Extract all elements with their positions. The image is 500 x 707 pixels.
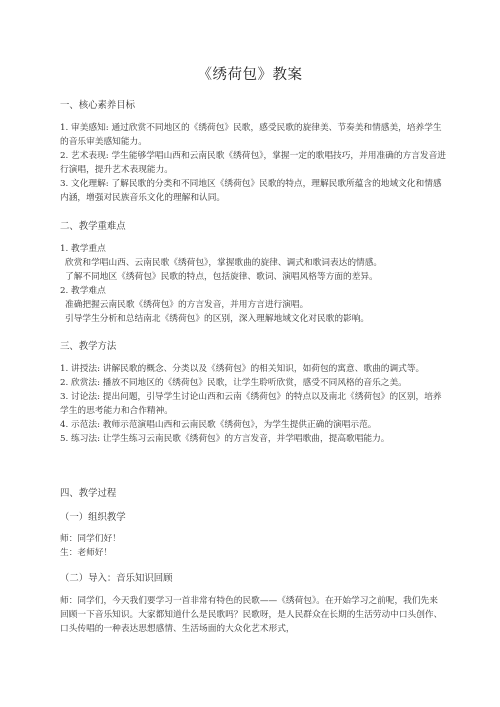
goal-item: 2. 艺术表现: 学生能够学唱山西和云南民歌《绣荷包》，掌握一定的歌唱技巧，并用准确的方言发音进行演唱，提升艺术表现能力。 <box>60 151 446 175</box>
methods-list <box>60 362 446 446</box>
subheading-intro: （二）导入：音乐知识回顾 <box>60 573 173 584</box>
dialog-line: 师：同学们好！ <box>60 534 121 544</box>
difficulty-label: 2. 教学难点 <box>60 286 106 296</box>
goals-list <box>60 121 446 205</box>
section-heading-goals: 一、核心素养目标 <box>60 100 136 111</box>
method-item: 4. 示范法: 教师示范演唱山西和云南民歌《绣荷包》，为学生提供正确的演唱示范。 <box>60 420 377 430</box>
paragraph-text: 师：同学们，今天我们要学习一首非常有特色的民歌——《绣荷包》。在开始学习之前呢，我们先来回顾一下音乐知识。大家都知道什么是民歌吗？民歌呀，是人民群众在长期的生活劳动中口头创作、口头传唱的一种表达思想感情、生活场面的大众化艺术形式， <box>60 596 443 634</box>
page-title: 《绣荷包》教案 <box>197 67 303 83</box>
section-heading-key-points: 二、教学重难点 <box>60 221 126 232</box>
key-points-block <box>60 242 446 326</box>
difficulty-item: 引导学生分析和总结南北《绣荷包》的区别，深入理解地域文化对民歌的影响。 <box>65 314 370 324</box>
intro-paragraph <box>60 594 446 636</box>
key-label: 1. 教学重点 <box>60 244 106 254</box>
goal-item: 1. 审美感知: 通过欣赏不同地区的《绣荷包》民歌，感受民歌的旋律美、节奏美和情感美，培养学生的音乐审美感知能力。 <box>60 123 442 147</box>
subheading-organize: （一）组织教学 <box>60 512 126 523</box>
difficulty-item: 准确把握云南民歌《绣荷包》的方言发音，并用方言进行演唱。 <box>65 300 309 310</box>
section-heading-methods: 三、教学方法 <box>60 341 117 352</box>
goal-item: 3. 文化理解: 了解民歌的分类和不同地区《绣荷包》民歌的特点，理解民歌所蕴含的地域文化和情感内涵，增强对民族音乐文化的理解和认同。 <box>60 179 442 203</box>
key-item: 了解不同地区《绣荷包》民歌的特点，包括旋律、歌词、演唱风格等方面的差异。 <box>65 272 378 282</box>
dialog-line: 生：老师好！ <box>60 548 113 558</box>
method-item: 3. 讨论法: 提出问题，引导学生讨论山西和云南《绣荷包》的特点以及南北《绣荷包》的区别，培养学生的思考能力和合作精神。 <box>60 392 442 416</box>
dialog-block <box>60 532 446 560</box>
method-item: 2. 欣赏法: 播放不同地区的《绣荷包》民歌，让学生聆听欣赏，感受不同风格的音乐之美。 <box>60 378 407 388</box>
key-item: 欣赏和学唱山西、云南民歌《绣荷包》，掌握歌曲的旋律、调式和歌词表达的情感。 <box>65 258 383 268</box>
method-item: 1. 讲授法: 讲解民歌的概念、分类以及《绣荷包》的相关知识，如荷包的寓意、歌曲的调式等。 <box>60 364 425 374</box>
section-heading-process: 四、教学过程 <box>60 488 117 499</box>
method-item: 5. 练习法: 让学生练习云南民歌《绣荷包》的方言发音，并学唱歌曲，提高歌唱能力。 <box>60 434 390 444</box>
